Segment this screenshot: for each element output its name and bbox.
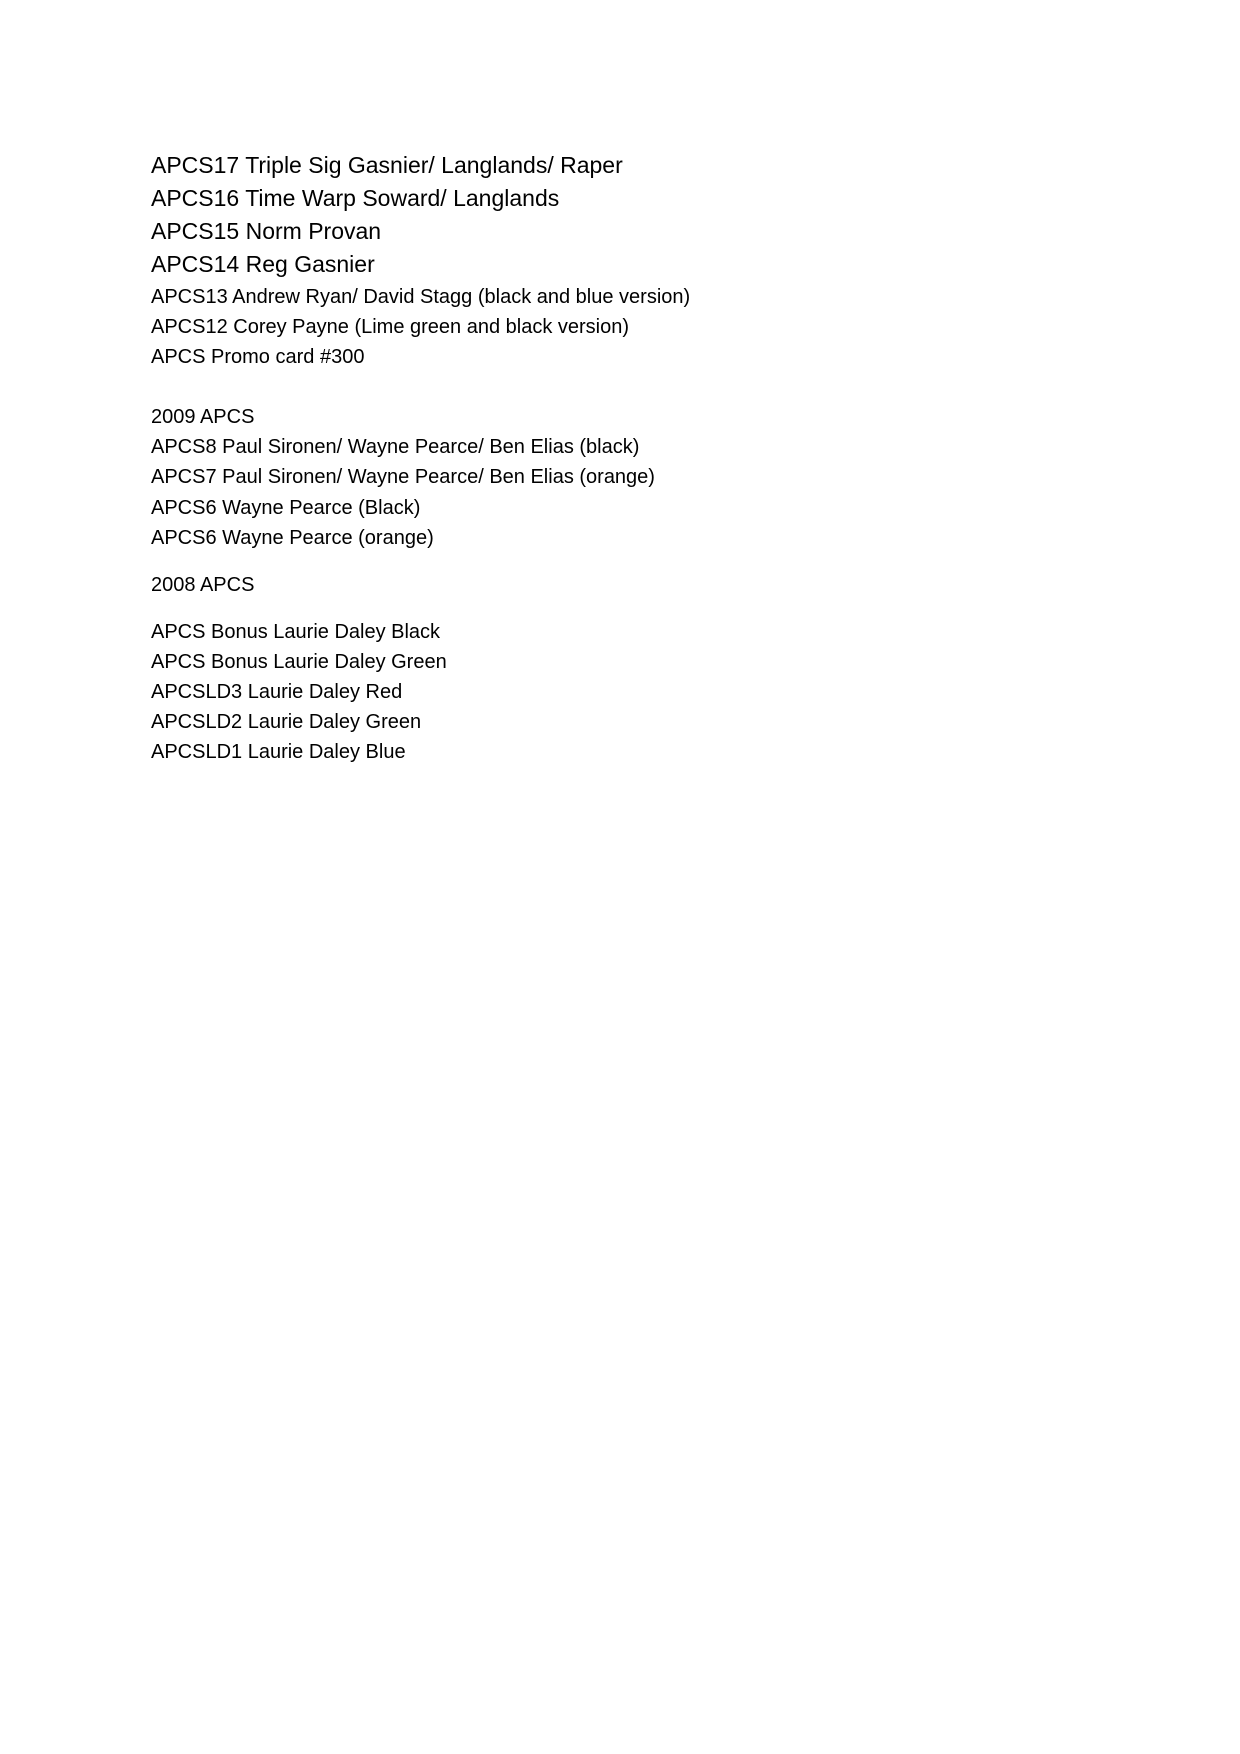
card-entry-apcs13: APCS13 Andrew Ryan/ David Stagg (black and blue version) (151, 286, 691, 308)
card-entry-bonus-black: APCS Bonus Laurie Daley Black (151, 621, 441, 643)
card-entry-promo: APCS Promo card #300 (151, 346, 365, 368)
section-heading-2009: 2009 APCS (151, 406, 255, 428)
card-entry-apcs12: APCS12 Corey Payne (Lime green and black version) (151, 316, 630, 338)
card-entry-apcsld2: APCSLD2 Laurie Daley Green (151, 711, 422, 733)
card-entry-apcs6-orange: APCS6 Wayne Pearce (orange) (151, 527, 434, 549)
card-entry-apcs16: APCS16 Time Warp Soward/ Langlands (151, 185, 560, 211)
card-entry-bonus-green: APCS Bonus Laurie Daley Green (151, 651, 447, 673)
card-entry-apcs14: APCS14 Reg Gasnier (151, 251, 375, 277)
card-entry-apcs7: APCS7 Paul Sironen/ Wayne Pearce/ Ben Elias (orange) (151, 466, 655, 488)
card-entry-apcs6-black: APCS6 Wayne Pearce (Black) (151, 497, 421, 519)
card-entry-apcsld1: APCSLD1 Laurie Daley Blue (151, 741, 406, 763)
card-entry-apcs17: APCS17 Triple Sig Gasnier/ Langlands/ Raper (151, 152, 623, 178)
card-entry-apcsld3: APCSLD3 Laurie Daley Red (151, 681, 403, 703)
card-entry-apcs15: APCS15 Norm Provan (151, 218, 382, 244)
section-heading-2008: 2008 APCS (151, 574, 255, 596)
card-entry-apcs8: APCS8 Paul Sironen/ Wayne Pearce/ Ben Elias (black) (151, 436, 640, 458)
